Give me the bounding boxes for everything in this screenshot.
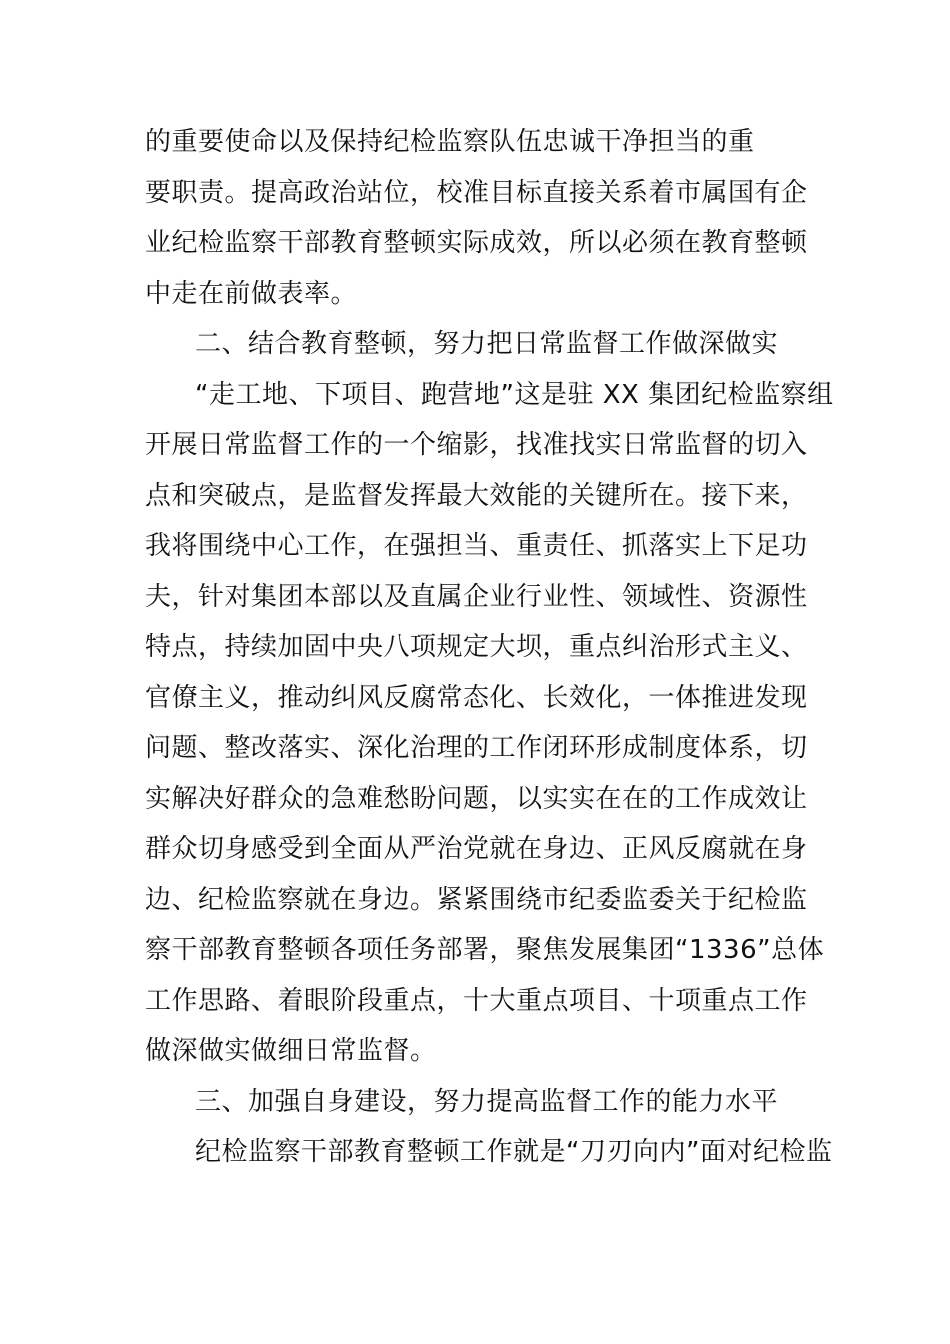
text-line: 的重要使命以及保持纪检监察队伍忠诚干净担当的重: [145, 127, 755, 157]
paragraph-first-line: “走工地、下项目、跑营地”这是驻 XX 集团纪检监察组: [195, 380, 834, 410]
text-line: 群众切身感受到全面从严治党就在身边、正风反腐就在身: [145, 834, 808, 864]
text-line: 边、纪检监察就在身边。紧紧围绕市纪委监委关于纪检监: [145, 885, 808, 915]
text-line: 要职责。提高政治站位，校准目标直接关系着市属国有企: [145, 178, 808, 208]
text-line: 做深做实做细日常监督。: [145, 1036, 437, 1066]
text-line: 工作思路、着眼阶段重点，十大重点项目、十项重点工作: [145, 986, 808, 1016]
text-line: 点和突破点，是监督发挥最大效能的关键所在。接下来，: [145, 481, 808, 511]
text-line: 察干部教育整顿各项任务部署，聚焦发展集团“1336”总体: [145, 935, 825, 965]
text-line: 官僚主义，推动纠风反腐常态化、长效化，一体推进发现: [145, 683, 808, 713]
paragraph-first-line: 纪检监察干部教育整顿工作就是“刀刃向内”面对纪检监: [195, 1137, 833, 1167]
text-line: 夫，针对集团本部以及直属企业行业性、领域性、资源性: [145, 582, 808, 612]
text-line: 特点，持续加固中央八项规定大坝，重点纠治形式主义、: [145, 632, 808, 662]
text-line: 问题、整改落实、深化治理的工作闭环形成制度体系，切: [145, 733, 808, 763]
text-line: 我将围绕中心工作，在强担当、重责任、抓落实上下足功: [145, 531, 808, 561]
text-line: 业纪检监察干部教育整顿实际成效，所以必须在教育整顿: [145, 228, 808, 258]
text-line: 中走在前做表率。: [145, 279, 358, 309]
section-heading: 二、结合教育整顿，努力把日常监督工作做深做实: [195, 329, 779, 359]
section-heading: 三、加强自身建设，努力提高监督工作的能力水平: [195, 1087, 779, 1117]
text-line: 开展日常监督工作的一个缩影，找准找实日常监督的切入: [145, 430, 808, 460]
text-line: 实解决好群众的急难愁盼问题，以实实在在的工作成效让: [145, 784, 808, 814]
